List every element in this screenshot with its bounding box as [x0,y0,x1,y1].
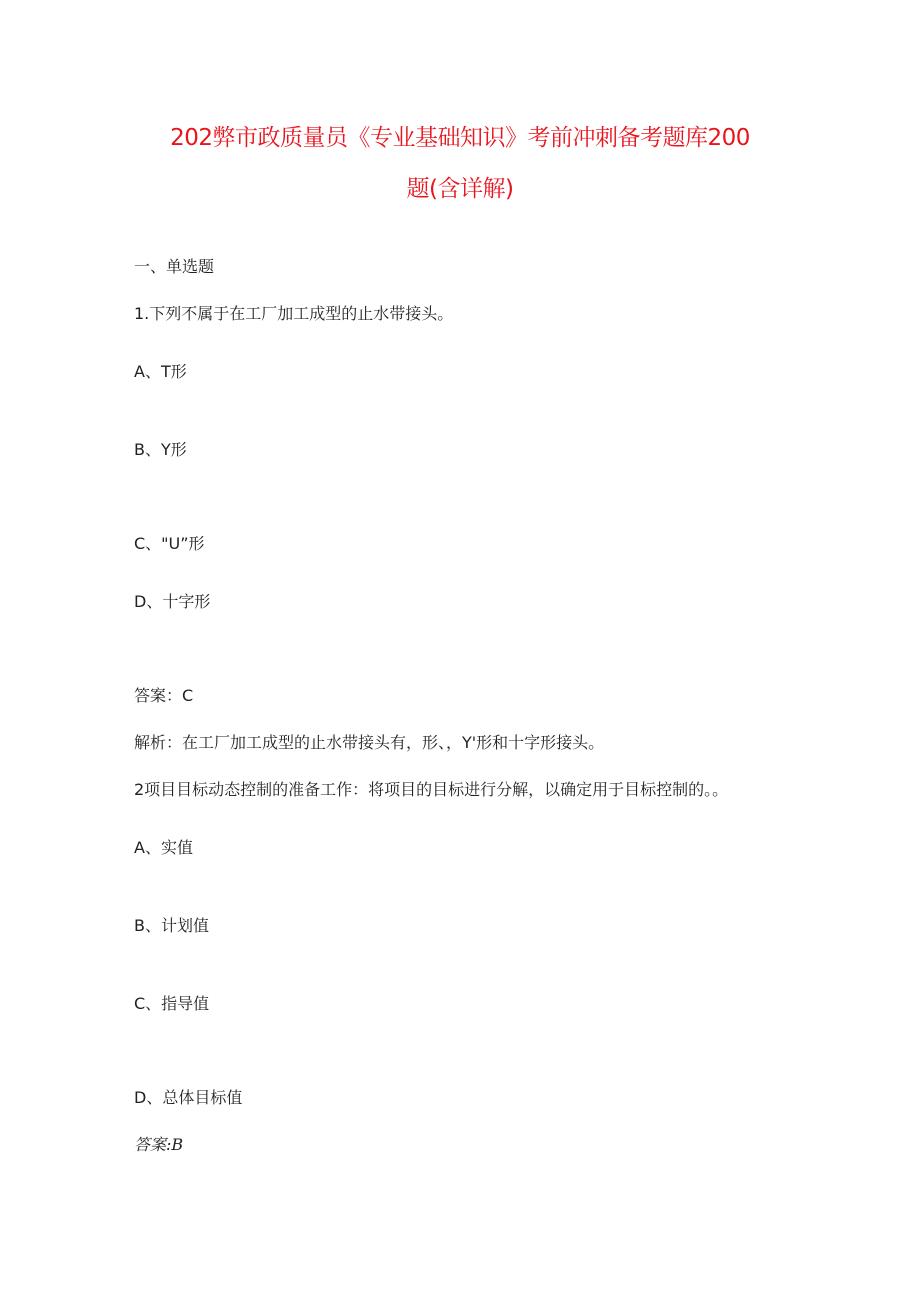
section-heading: 一、单选题 [134,257,215,276]
document-title-line-2: 题(含详解) [406,176,514,202]
document-title-line-1: 202弊市政质量员《专业基础知识》考前冲刺备考题库200 [170,125,750,151]
question-1-option-d: D、十字形 [134,592,211,611]
question-1-stem: 1.下列不属于在工厂加工成型的止水带接头。 [134,304,454,323]
question-1-answer: 答案：C [134,686,194,705]
question-2-stem: 2项目目标动态控制的准备工作：将项目的目标进行分解，以确定用于目标控制的。。 [134,780,729,799]
question-2-option-d: D、总体目标值 [134,1088,243,1107]
question-2-option-b: B、计划值 [134,916,209,935]
question-1-option-a: A、T形 [134,362,187,381]
question-2-option-c: C、指导值 [134,994,210,1013]
question-1-option-c: C、"U”形 [134,534,205,553]
question-1-option-b: B、Y形 [134,440,187,459]
question-1-explanation: 解析：在工厂加工成型的止水带接头有，形、，Y'形和十字形接头。 [134,733,605,752]
question-2-option-a: A、实值 [134,838,193,857]
question-2-answer: 答案:B [134,1135,184,1154]
